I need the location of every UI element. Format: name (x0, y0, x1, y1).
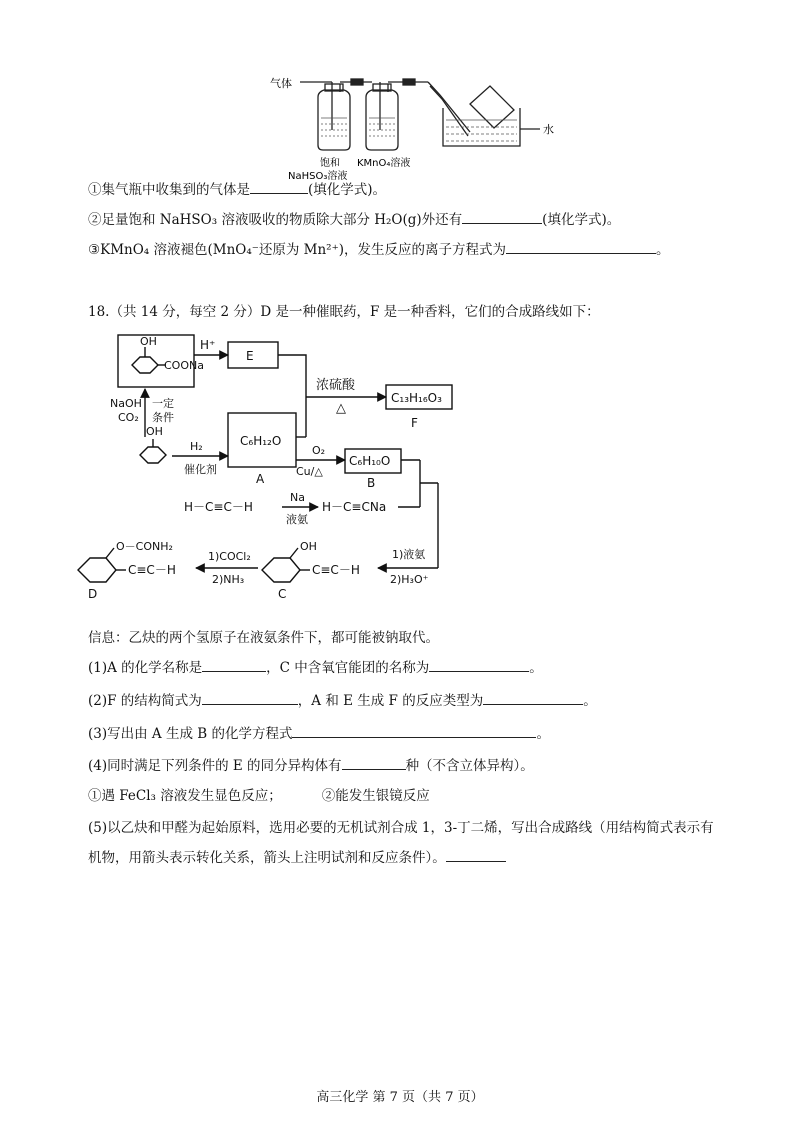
info-text: 信息：乙炔的两个氢原子在液氨条件下，都可能被钠取代。 (88, 630, 439, 646)
compound-f-formula: C₁₃H₁₆O₃ (391, 391, 442, 405)
step1-reagent: 1)液氨 (392, 548, 426, 561)
answer-blank[interactable] (429, 657, 529, 672)
condition-line1: 一定 (152, 397, 174, 410)
compound-e-box: E (246, 349, 254, 363)
h-plus-reagent: H⁺ (200, 338, 216, 352)
q17-line-1: ①集气瓶中收集到的气体是 (填化学式)。 (88, 178, 386, 198)
cyclohexane-ring-d (78, 558, 116, 582)
benzene-ring-phenol (140, 447, 166, 463)
naoh-reagent: NaOH (110, 397, 142, 410)
catalyst-condition: 催化剂 (184, 463, 217, 476)
q18-conditions: ①遇 FeCl₃ 溶液发生显色反应； ②能发生银镜反应 (88, 788, 430, 804)
h2-reagent: H₂ (190, 440, 203, 453)
bottle2-label: KMnO₄溶液 (357, 158, 411, 169)
na-reagent: Na (290, 491, 305, 504)
answer-blank[interactable] (506, 239, 656, 254)
answer-blank[interactable] (462, 209, 542, 224)
compound-b-formula: C₆H₁₀O (349, 454, 391, 468)
q18-part5-line2: 机物，用箭头表示转化关系，箭头上注明试剂和反应条件）。 (88, 846, 506, 866)
oh-label-salicylate: OH (140, 335, 157, 348)
synthesis-scheme (0, 325, 800, 610)
alkyne-group-c: C≡C－H (312, 563, 360, 577)
o2-reagent: O₂ (312, 444, 326, 457)
water-label: 水 (543, 123, 554, 136)
heat-condition: △ (336, 401, 346, 416)
carbamate-group-d: O－CONH₂ (116, 540, 173, 553)
liquid-ammonia-condition: 液氨 (286, 513, 308, 526)
compound-d-label: D (88, 587, 98, 601)
alkyne-group-d: C≡C－H (128, 563, 176, 577)
co2-reagent: CO₂ (118, 411, 139, 424)
compound-c-label: C (278, 587, 287, 601)
condition-line2: 条件 (152, 411, 174, 424)
answer-blank[interactable] (446, 847, 506, 862)
answer-blank[interactable] (250, 179, 308, 194)
answer-blank[interactable] (483, 690, 583, 705)
answer-blank[interactable] (292, 723, 536, 738)
nh3-reagent: 2)NH₃ (212, 573, 245, 586)
q18-part3: (3)写出由 A 生成 B 的化学方程式 。 (88, 722, 550, 742)
answer-blank[interactable] (342, 755, 406, 770)
oh-label-c: OH (300, 540, 317, 553)
cocl2-reagent: 1)COCl₂ (208, 550, 251, 563)
compound-a-formula: C₆H₁₂O (240, 434, 282, 448)
compound-b-label: B (367, 476, 376, 490)
compound-a-label: A (256, 472, 265, 486)
q18-part5-line1: (5)以乙炔和甲醛为起始原料，选用必要的无机试剂合成 1，3-丁二烯，写出合成路线（用结构简式表示有 (88, 820, 714, 836)
q18-header: 18.（共 14 分，每空 2 分）D 是一种催眠药，F 是一种香料，它们的合成路线如下： (88, 304, 600, 320)
bottle1-label-line1: 饱和 (320, 158, 340, 169)
answer-blank[interactable] (202, 657, 266, 672)
benzene-ring-salicylate (132, 357, 158, 373)
q18-part4: (4)同时满足下列条件的 E 的同分异构体有 种（不含立体异构）。 (88, 754, 534, 774)
q18-part2: (2)F 的结构简式为 ，A 和 E 生成 F 的反应类型为 。 (88, 689, 597, 709)
conc-h2so4-reagent: 浓硫酸 (316, 378, 356, 393)
coona-label: COONa (164, 359, 204, 372)
cu-heat-condition: Cu/△ (296, 465, 323, 478)
gas-apparatus-diagram (0, 0, 800, 182)
sodium-acetylide-formula: H－C≡CNa (322, 500, 387, 514)
q18-part1: (1)A 的化学名称是 ，C 中含氧官能团的名称为 。 (88, 656, 543, 676)
q17-line-2: ②足量饱和 NaHSO₃ 溶液吸收的物质除大部分 H₂O(g)外还有 (填化学式)。 (88, 208, 620, 228)
bottle1-label-line2: NaHSO₃溶液 (288, 171, 348, 182)
compound-f-label: F (411, 416, 418, 430)
q17-line-3: ③KMnO₄ 溶液褪色(MnO₄⁻还原为 Mn²⁺)，发生反应的离子方程式为 。 (88, 238, 669, 258)
acetylene-formula: H－C≡C－H (184, 500, 253, 514)
cyclohexane-ring-c (262, 558, 300, 582)
oh-label-phenol: OH (146, 425, 163, 438)
step2-reagent: 2)H₃O⁺ (390, 573, 429, 586)
page-footer: 高三化学 第 7 页（共 7 页） (316, 1090, 484, 1105)
gas-label: 气体 (270, 77, 292, 90)
answer-blank[interactable] (202, 690, 298, 705)
